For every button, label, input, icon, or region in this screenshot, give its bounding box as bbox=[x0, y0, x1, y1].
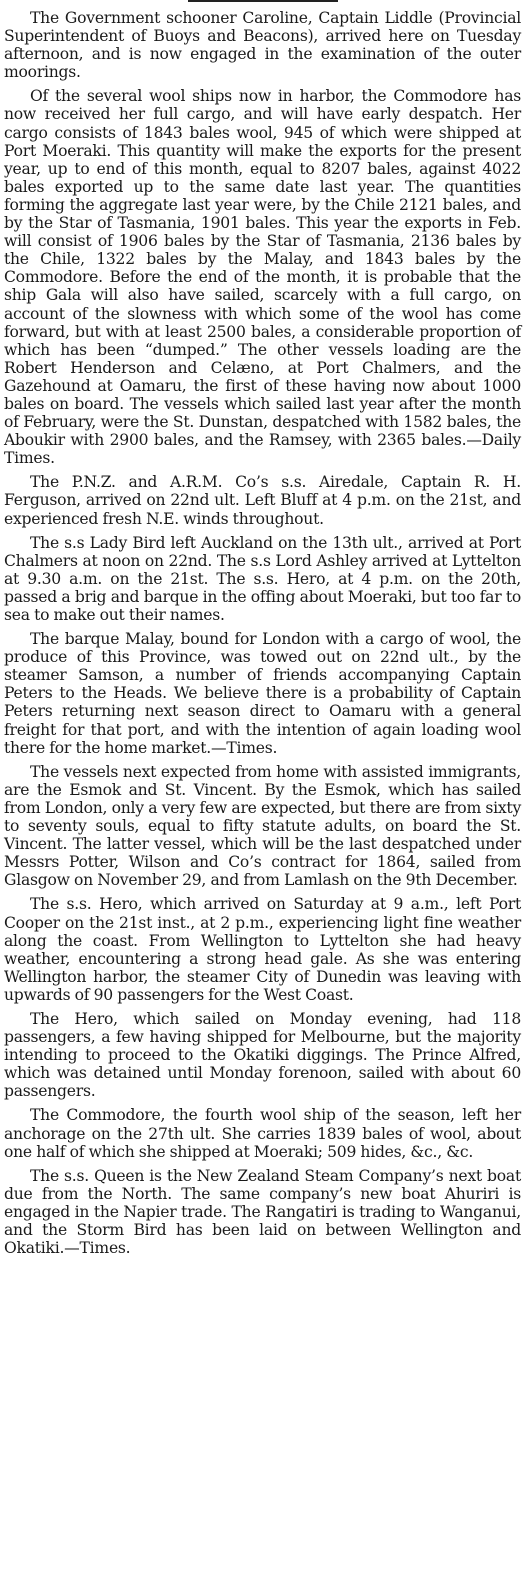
paragraph-immigrant-vessels: The vessels next expected from home with assisted immigrants, are the Esmok and St. Vincent. By the Esmok, which has sailed from London, only a very few are expected, but there are from sixty to seventy souls, equal to fifty statute adults, on board the St. Vincent. The latter vessel, which will be the last despatched under Messrs Potter, Wilson and Co’s contract for 1864, sailed from Glasgow on November 29, and from Lamlash on the 9th December. bbox=[4, 762, 521, 890]
paragraph-hero-sailing: The Hero, which sailed on Monday evening, had 118 passengers, a few having shipped for Melbourne, but the majority intending to proceed to the Okatiki diggings. The Prince Alfred, which was detained until Monday forenoon, sailed with about 60 passengers. bbox=[4, 1009, 521, 1101]
paragraph-lady-bird: The s.s Lady Bird left Auckland on the 13th ult., arrived at Port Chalmers at noon on 22nd. The s.s Lord Ashley arrived at Lyttelton at 9.30 a.m. on the 21st. The s.s. Hero, at 4 p.m. on the 20th, passed a brig and barque in the offing about Moeraki, but too far to sea to make out their names. bbox=[4, 533, 521, 624]
paragraph-hero-arrival: The s.s. Hero, which arrived on Saturday at 9 a.m., left Port Cooper on the 21st inst., at 2 p.m., experiencing light fine weather along the coast. From Wellington to Lyttelton she had heavy weather, encountering a strong head gale. As she was entering Wellington harbor, the steamer City of Dunedin was leaving with upwards of 90 passengers for the West Coast. bbox=[4, 895, 521, 1004]
top-divider-rule bbox=[188, 0, 338, 2]
paragraph-schooner-caroline: The Government schooner Caroline, Captain Liddle (Provincial Superintendent of Buoys and Beacons), arrived here on Tuesday afternoon, and is now engaged in the examination of the outer moorings. bbox=[4, 9, 521, 82]
paragraph-steamers: The s.s. Queen is the New Zealand Steam Company’s next boat due from the North. The same company’s new boat Ahuriri is engaged in the Napier trade. The Rangatiri is trading to Wanganui, and the Storm Bird has been laid on between Wellington and Okatiki.—Times. bbox=[4, 1166, 521, 1258]
paragraph-wool-ships: Of the several wool ships now in harbor, the Commodore has now received her full cargo, and will have early despatch. Her cargo consists of 1843 bales wool, 945 of which were shipped at Port Moeraki. This quantity will make the exports for the present year, up to end of this month, equal to 8207 bales, against 4022 bales exported up to the same date last year. The quantities forming the aggregate last year were, by the Chile 2121 bales, and by the Star of Tasmania, 1901 bales. This year the exports in Feb. will consist of 1906 bales by the Star of Tasmania, 2136 bales by the Chile, 1322 bales by the Malay, and 1843 bales by the Commodore. Before the end of the month, it is probable that the ship Gala will also have sailed, scarcely with a full cargo, on account of the slowness with which some of the wool has come forward, but with at least 2500 bales, a considerable proportion of which has been “dumped.” The other vessels loading are the Robert Henderson and Celæno, at Port Chalmers, and the Gazehound at Oamaru, the first of these having now about 1000 bales on board. The vessels which sailed last year after the month of February, were the St. Dunstan, despatched with 1582 bales, the Aboukir with 2900 bales, and the Ramsey, with 2365 bales.—Daily Times. bbox=[4, 87, 521, 468]
paragraph-airedale: The P.N.Z. and A.R.M. Co’s s.s. Airedale, Captain R. H. Ferguson, arrived on 22nd ult. Left Bluff at 4 p.m. on the 21st, and experienced fresh N.E. winds throughout. bbox=[4, 473, 521, 528]
paragraph-barque-malay: The barque Malay, bound for London with a cargo of wool, the produce of this Province, was towed out on 22nd ult., by the steamer Samson, a number of friends accompanying Captain Peters to the Heads. We believe there is a probability of Captain Peters returning next season direct to Oamaru with a general freight for that port, and with the intention of again loading wool there for the home market.—Times. bbox=[4, 630, 521, 757]
paragraph-commodore: The Commodore, the fourth wool ship of the season, left her anchorage on the 27th ult. She carries 1839 bales of wool, about one half of which she shipped at Moeraki; 509 hides, &c., &c. bbox=[4, 1106, 521, 1161]
